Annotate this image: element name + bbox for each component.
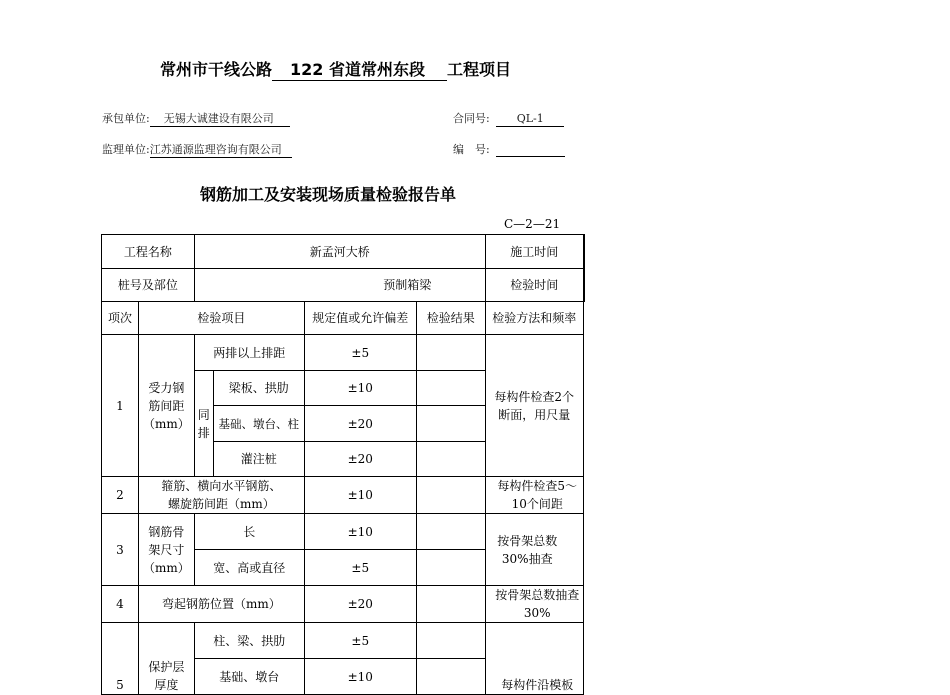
inspection-time-value[interactable] <box>583 269 584 302</box>
row1-sub2-tol: ±10 <box>304 371 416 406</box>
row4-method: 按骨架总数抽查30% <box>485 586 583 623</box>
row5-sub1-tol: ±5 <box>304 623 416 659</box>
row1-same-row: 同排 <box>194 371 213 477</box>
table-row <box>102 477 585 514</box>
contractor-value: 无锡大诚建设有限公司 <box>150 112 290 127</box>
row1-sub1-result[interactable] <box>416 335 485 371</box>
row2-item: 箍筋、横向水平钢筋、螺旋筋间距（mm） <box>139 477 305 514</box>
header-item: 检验项目 <box>139 302 305 335</box>
row2-no: 2 <box>102 477 139 514</box>
table-row <box>102 335 585 371</box>
row5-no: 5 <box>102 623 139 695</box>
supervisor-label: 监理单位: <box>102 143 150 156</box>
row1-sub4: 灌注桩 <box>213 442 304 477</box>
header-method: 检验方法和频率 <box>485 302 583 335</box>
row2-result[interactable] <box>416 477 485 514</box>
station-row <box>102 269 585 302</box>
inspection-time-label: 检验时间 <box>485 269 583 302</box>
construction-time-label: 施工时间 <box>485 235 583 269</box>
form-subtitle: 钢筋加工及安装现场质量检验报告单 <box>200 185 457 204</box>
row1-method: 每构件检查2个断面，用尺量 <box>485 335 583 477</box>
header-tolerance: 规定值或允许偏差 <box>304 302 416 335</box>
row3-sub1-tol: ±10 <box>304 514 416 550</box>
row1-sub4-result[interactable] <box>416 442 485 477</box>
station-value: 预制箱梁 <box>194 269 485 302</box>
row5-sub2: 基础、墩台 <box>194 659 304 695</box>
contract-no-value: QL-1 <box>496 112 564 127</box>
table-row <box>102 514 585 550</box>
contract-no-line <box>453 110 564 127</box>
row2-method: 每构件检查5～10个间距 <box>485 477 583 514</box>
contractor-label: 承包单位: <box>102 112 150 125</box>
row3-method: 按骨架总数30%抽查 <box>485 514 583 586</box>
document-title <box>160 57 511 81</box>
row3-group: 钢筋骨架尺寸（mm） <box>139 514 195 586</box>
row1-sub2: 梁板、拱肋 <box>213 371 304 406</box>
row1-sub1-tol: ±5 <box>304 335 416 371</box>
row1-group: 受力钢筋间距（mm） <box>139 335 195 477</box>
row4-no: 4 <box>102 586 139 623</box>
table-row <box>102 586 585 623</box>
row1-sub4-tol: ±20 <box>304 442 416 477</box>
row3-no: 3 <box>102 514 139 586</box>
row1-no: 1 <box>102 335 139 477</box>
project-name-value: 新孟河大桥 <box>194 235 485 269</box>
form-code: C—2—21 <box>504 217 561 231</box>
contract-no-label: 合同号: <box>453 112 490 125</box>
row1-sub1: 两排以上排距 <box>194 335 304 371</box>
row1-sub3-tol: ±20 <box>304 406 416 442</box>
project-name-label: 工程名称 <box>102 235 195 269</box>
row5-group: 保护层厚度 <box>139 623 195 695</box>
row3-sub2-tol: ±5 <box>304 550 416 586</box>
row1-sub2-result[interactable] <box>416 371 485 406</box>
serial-no-value <box>496 142 565 157</box>
row1-sub3: 基础、墩台、柱 <box>213 406 304 442</box>
contractor-line <box>102 110 290 127</box>
row1-sub3-result[interactable] <box>416 406 485 442</box>
inspection-table <box>101 234 585 695</box>
station-label: 桩号及部位 <box>102 269 195 302</box>
header-result: 检验结果 <box>416 302 485 335</box>
title-suffix: 工程项目 <box>447 60 512 79</box>
row4-item: 弯起钢筋位置（mm） <box>139 586 305 623</box>
row3-sub1: 长 <box>194 514 304 550</box>
row3-sub2-result[interactable] <box>416 550 485 586</box>
row3-sub2: 宽、高或直径 <box>194 550 304 586</box>
serial-no-label: 编 号: <box>453 143 490 156</box>
supervisor-line <box>102 141 292 158</box>
row4-result[interactable] <box>416 586 485 623</box>
supervisor-value: 江苏通源监理咨询有限公司 <box>150 143 292 158</box>
row5-sub1-result[interactable] <box>416 623 485 659</box>
title-prefix: 常州市干线公路 <box>160 60 273 79</box>
header-item-no: 项次 <box>102 302 139 335</box>
header-row <box>102 302 585 335</box>
row3-sub1-result[interactable] <box>416 514 485 550</box>
table-row <box>102 623 585 659</box>
row5-sub2-result[interactable] <box>416 659 485 695</box>
serial-no-line <box>453 141 565 157</box>
row4-tol: ±20 <box>304 586 416 623</box>
row5-sub2-tol: ±10 <box>304 659 416 695</box>
title-project-name: 122 省道常州东段 <box>272 60 447 81</box>
row5-method: 每构件沿模板 <box>485 623 583 695</box>
construction-time-value[interactable] <box>583 235 584 269</box>
row2-tol: ±10 <box>304 477 416 514</box>
project-row <box>102 235 585 269</box>
row5-sub1: 柱、梁、拱肋 <box>194 623 304 659</box>
